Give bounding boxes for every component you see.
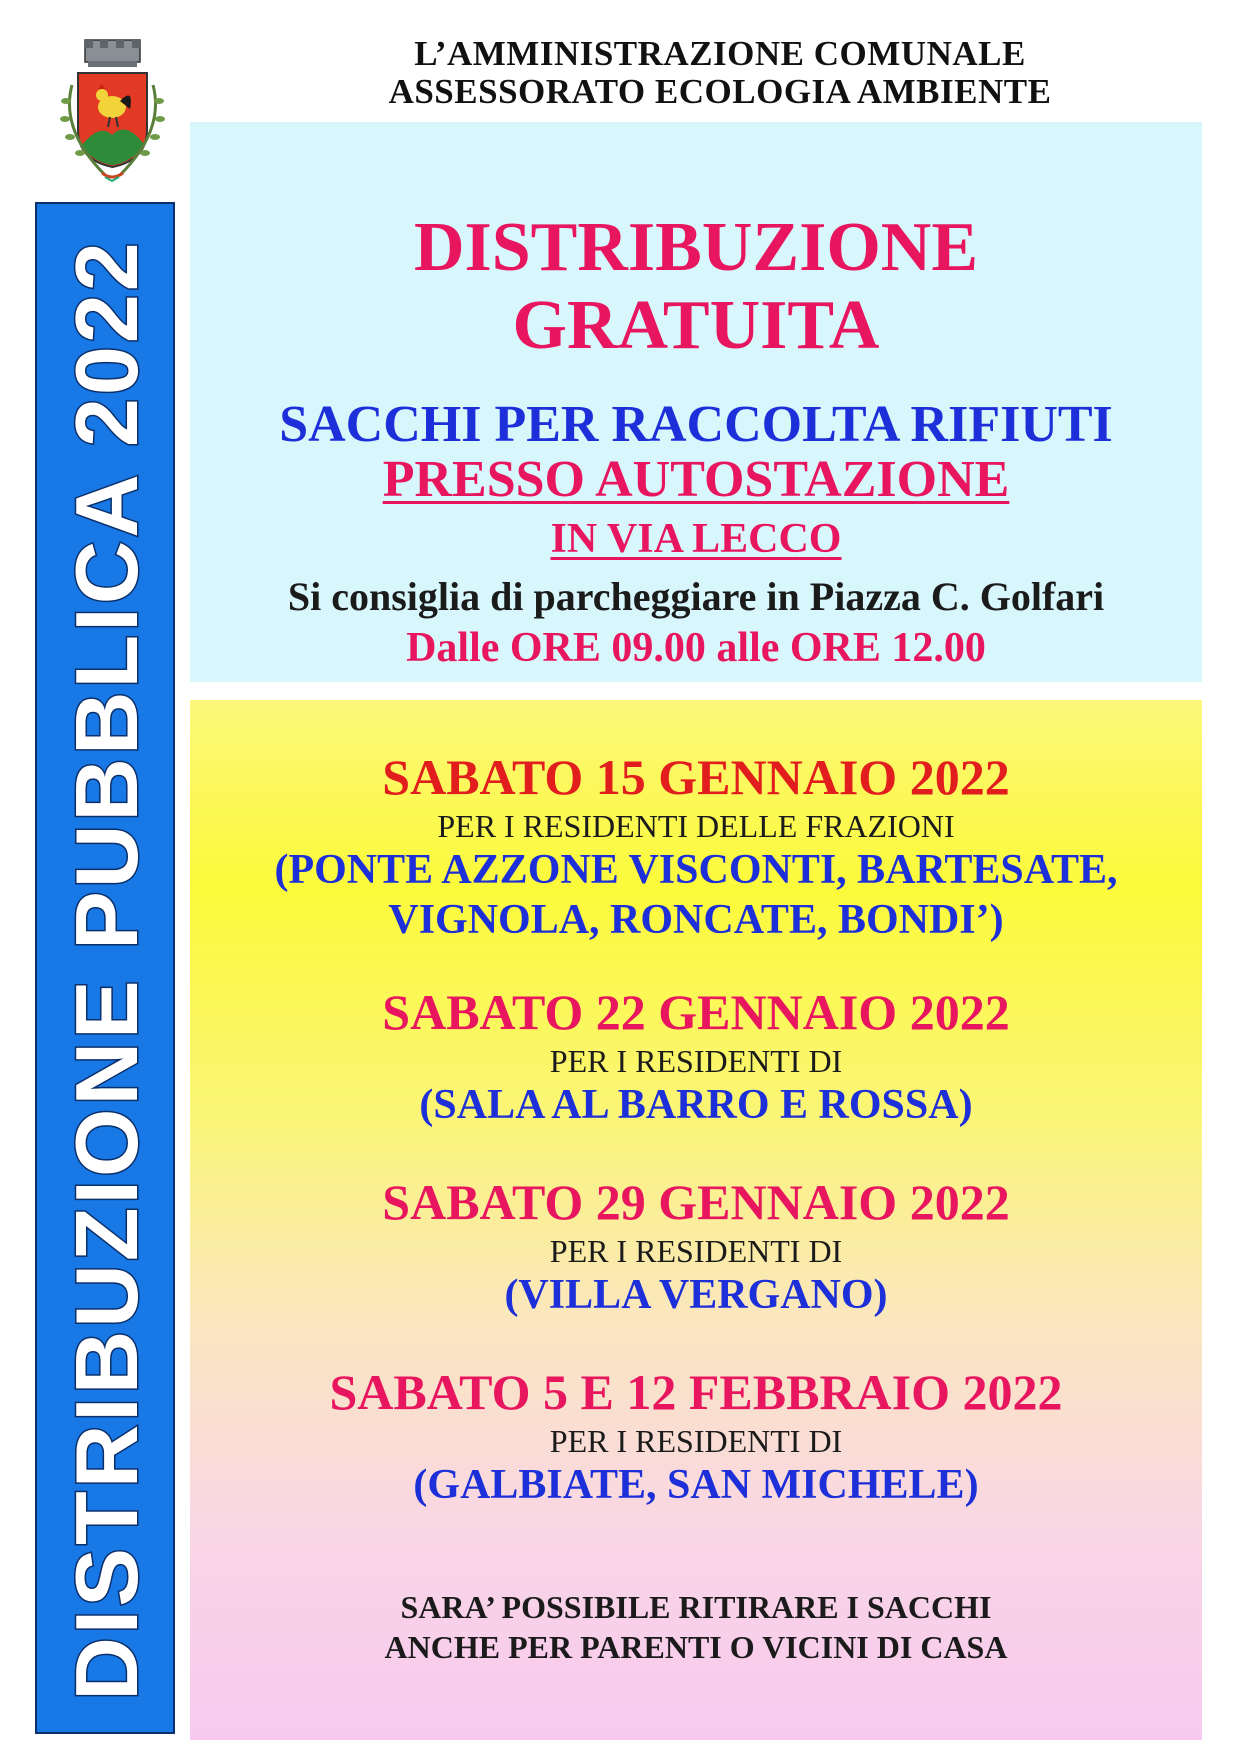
street-line: IN VIA LECCO [550, 516, 842, 562]
schedule-date-2: SABATO 22 GENNAIO 2022 [382, 984, 1010, 1040]
header-line-1: L’AMMINISTRAZIONE COMUNALE [414, 34, 1026, 73]
schedule-places-1b: VIGNOLA, RONCATE, BONDI’) [388, 897, 1004, 943]
schedule-panel [190, 700, 1202, 1740]
schedule-places-2: (SALA AL BARRO E ROSSA) [419, 1082, 973, 1128]
note-line-1: SARA’ POSSIBILE RITIRARE I SACCHI [400, 1589, 992, 1625]
schedule-date-4: SABATO 5 E 12 FEBBRAIO 2022 [329, 1364, 1063, 1420]
schedule-places-1a: (PONTE AZZONE VISCONTI, BARTESATE, [274, 847, 1118, 893]
header [300, 35, 1140, 111]
title-line-1: DISTRIBUZIONE [413, 209, 979, 286]
municipal-crest-logo [50, 35, 175, 185]
bags-heading: SACCHI PER RACCOLTA RIFIUTI [279, 396, 1113, 453]
schedule-date-1: SABATO 15 GENNAIO 2022 [382, 749, 1010, 805]
schedule-date-3: SABATO 29 GENNAIO 2022 [382, 1174, 1010, 1230]
schedule-for-4: PER I RESIDENTI DI [549, 1423, 843, 1459]
schedule-places-3: (VILLA VERGANO) [504, 1272, 888, 1318]
vertical-banner-text: DISTRIBUZIONE PUBBLICA 2022 [57, 239, 156, 1701]
header-line-2: ASSESSORATO ECOLOGIA AMBIENTE [388, 72, 1052, 111]
schedule-for-1: PER I RESIDENTI DELLE FRAZIONI [437, 808, 955, 844]
schedule-for-3: PER I RESIDENTI DI [549, 1233, 843, 1269]
note-line-2: ANCHE PER PARENTI O VICINI DI CASA [384, 1629, 1008, 1665]
location-heading: PRESSO AUTOSTAZIONE [382, 451, 1010, 508]
info-panel [190, 122, 1202, 682]
schedule-for-2: PER I RESIDENTI DI [549, 1043, 843, 1079]
vertical-banner [35, 202, 175, 1734]
title-line-2: GRATUITA [512, 287, 880, 364]
opening-hours: Dalle ORE 09.00 alle ORE 12.00 [406, 625, 986, 671]
schedule-places-4: (GALBIATE, SAN MICHELE) [413, 1462, 979, 1508]
parking-advice: Si consiglia di parcheggiare in Piazza C. Golfari [287, 574, 1105, 619]
